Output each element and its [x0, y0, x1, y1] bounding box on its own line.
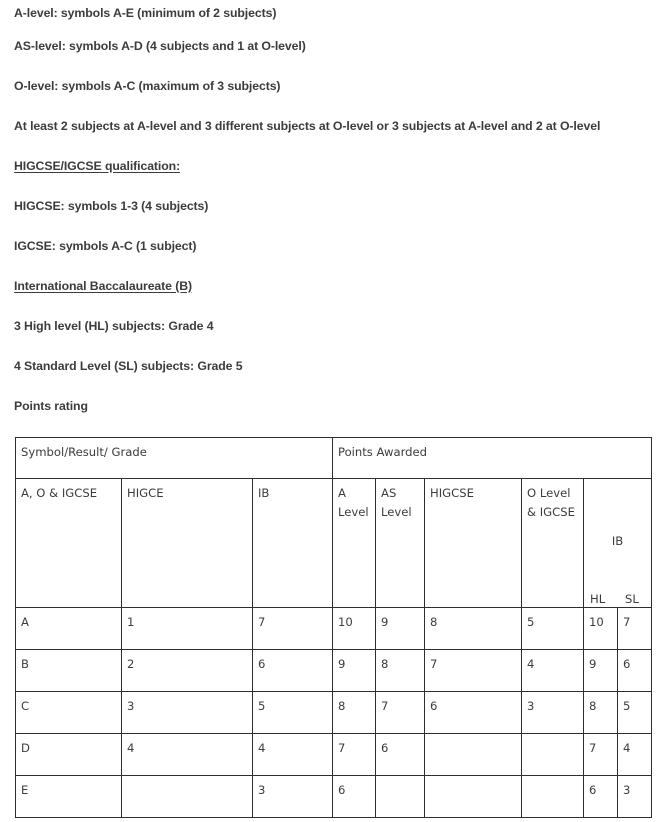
- paragraph-igcse: [14, 226, 653, 266]
- cell-higce: 3: [122, 692, 253, 734]
- cell-a-level: 10: [333, 608, 376, 650]
- cell-as-level: 7: [376, 692, 425, 734]
- paragraph-text: AS-level: symbols A-D (4 subjects and 1 at O-level): [14, 38, 306, 53]
- group-header-points-awarded: Points Awarded: [333, 438, 652, 479]
- cell-ib: 7: [253, 608, 333, 650]
- paragraph-text: At least 2 subjects at A-level and 3 different subjects at O-level or 3 subjects at A-level and 2 at O-level: [14, 118, 601, 133]
- column-header-ib: IB: [253, 479, 333, 608]
- paragraph-text: A-level: symbols A-E (minimum of 2 subjects): [14, 5, 277, 20]
- column-header-ib-hl: HL: [590, 592, 606, 606]
- column-header-o-level-line1: O Level: [527, 486, 571, 500]
- cell-o-level-igcse: 4: [522, 650, 584, 692]
- cell-ib: 5: [253, 692, 333, 734]
- cell-as-level: 6: [376, 734, 425, 776]
- cell-higcse: [425, 734, 522, 776]
- table-column-header-row: [16, 479, 652, 608]
- paragraph-as-level: [14, 26, 653, 66]
- cell-as-level: [376, 776, 425, 818]
- cell-a-level: 6: [333, 776, 376, 818]
- paragraph-text: O-level: symbols A-C (maximum of 3 subjects): [14, 78, 281, 93]
- paragraph-higcse: [14, 186, 653, 226]
- table-row: [16, 650, 652, 692]
- table-row: [16, 734, 652, 776]
- cell-ib-sl: 4: [618, 734, 652, 776]
- group-header-symbol-result-grade: Symbol/Result/ Grade: [16, 438, 333, 479]
- column-header-a-level-line2: Level: [338, 505, 369, 519]
- paragraph-ib-high-level: [14, 306, 653, 346]
- paragraph-text: IGCSE: symbols A-C (1 subject): [14, 238, 197, 253]
- cell-as-level: 9: [376, 608, 425, 650]
- paragraph-a-level: [14, 0, 653, 26]
- cell-ib-sl: 3: [618, 776, 652, 818]
- cell-as-level: 8: [376, 650, 425, 692]
- column-header-as-level-line1: AS: [381, 486, 397, 500]
- cell-higcse: [425, 776, 522, 818]
- cell-symbol: D: [16, 734, 122, 776]
- cell-higce: 1: [122, 608, 253, 650]
- cell-a-level: 9: [333, 650, 376, 692]
- cell-ib-hl: 9: [584, 650, 618, 692]
- column-header-higce: HIGCE: [122, 479, 253, 608]
- heading-text: HIGCSE/IGCSE qualification:: [14, 158, 181, 173]
- cell-symbol: B: [16, 650, 122, 692]
- heading-text: International Baccalaureate (B): [14, 278, 192, 293]
- cell-ib: 4: [253, 734, 333, 776]
- cell-ib-sl: 5: [618, 692, 652, 734]
- cell-higcse: 7: [425, 650, 522, 692]
- column-header-a-o-igcse: A, O & IGCSE: [16, 479, 122, 608]
- cell-ib-hl: 7: [584, 734, 618, 776]
- column-header-o-level-igcse: [522, 479, 584, 608]
- cell-o-level-igcse: [522, 734, 584, 776]
- column-header-higcse: HIGCSE: [425, 479, 522, 608]
- paragraph-text: HIGCSE: symbols 1-3 (4 subjects): [14, 198, 209, 213]
- cell-higce: [122, 776, 253, 818]
- cell-o-level-igcse: [522, 776, 584, 818]
- column-header-ib-sl: SL: [625, 592, 639, 606]
- paragraph-subject-rule: [14, 106, 653, 146]
- paragraph-text: Points rating: [14, 398, 88, 413]
- table-group-header-row: [16, 438, 652, 479]
- column-header-ib-points-group: [584, 479, 652, 608]
- cell-ib: 6: [253, 650, 333, 692]
- cell-ib-sl: 7: [618, 608, 652, 650]
- column-header-a-level-line1: A: [338, 486, 346, 500]
- cell-higce: 2: [122, 650, 253, 692]
- heading-higcse-igcse-qualification: [14, 146, 653, 186]
- cell-ib-hl: 8: [584, 692, 618, 734]
- cell-a-level: 7: [333, 734, 376, 776]
- heading-points-rating: [14, 386, 653, 426]
- cell-higcse: 6: [425, 692, 522, 734]
- column-header-ib-points-label: IB: [611, 534, 624, 548]
- paragraph-text: 4 Standard Level (SL) subjects: Grade 5: [14, 358, 243, 373]
- cell-ib-sl: 6: [618, 650, 652, 692]
- paragraph-o-level: [14, 66, 653, 106]
- table-row: [16, 692, 652, 734]
- cell-symbol: A: [16, 608, 122, 650]
- points-rating-table-container: [15, 437, 651, 818]
- paragraph-text: 3 High level (HL) subjects: Grade 4: [14, 318, 214, 333]
- points-rating-table: [15, 437, 652, 818]
- cell-ib-hl: 6: [584, 776, 618, 818]
- column-header-as-level: [376, 479, 425, 608]
- table-row: [16, 776, 652, 818]
- column-header-as-level-line2: Level: [381, 505, 412, 519]
- cell-higcse: 8: [425, 608, 522, 650]
- heading-international-baccalaureate: [14, 266, 653, 306]
- column-header-a-level: [333, 479, 376, 608]
- cell-symbol: E: [16, 776, 122, 818]
- table-row: [16, 608, 652, 650]
- cell-ib-hl: 10: [584, 608, 618, 650]
- paragraph-ib-standard-level: [14, 346, 653, 386]
- cell-symbol: C: [16, 692, 122, 734]
- cell-higce: 4: [122, 734, 253, 776]
- cell-o-level-igcse: 3: [522, 692, 584, 734]
- cell-o-level-igcse: 5: [522, 608, 584, 650]
- cell-a-level: 8: [333, 692, 376, 734]
- column-header-o-level-line2: & IGCSE: [527, 505, 575, 519]
- cell-ib: 3: [253, 776, 333, 818]
